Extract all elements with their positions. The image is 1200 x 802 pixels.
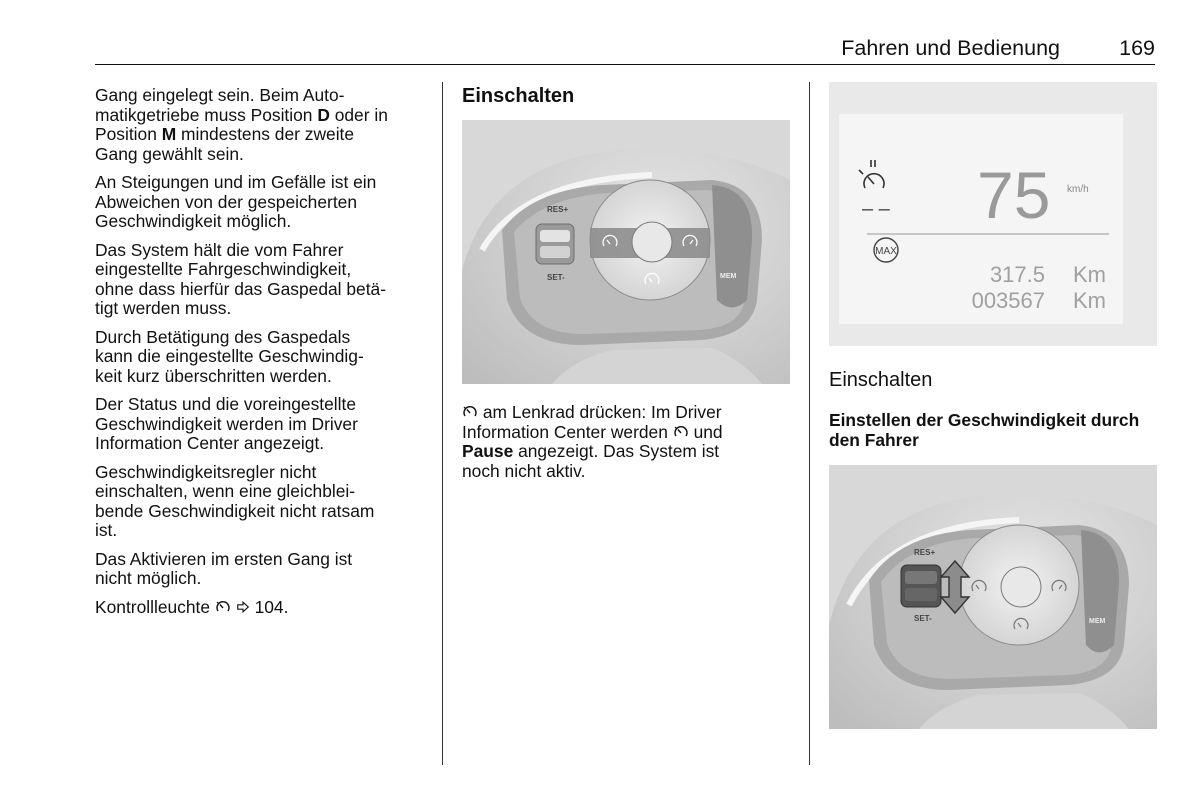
chapter-title: Fahren und Bedienung xyxy=(841,36,1060,60)
cruise-control-icon xyxy=(462,405,478,419)
column-divider-left xyxy=(442,82,443,765)
paragraph-system: Das System hält die vom Fahrer eingestellte Fahrgeschwindigkeit, ohne dass hierfür das Gaspedal betä- tigt werden muss. xyxy=(95,239,386,318)
speed-value: 75 xyxy=(977,158,1051,232)
steering-wheel-figure xyxy=(462,120,790,384)
left-column xyxy=(95,86,430,626)
svg-text:MAX: MAX xyxy=(875,246,897,257)
speed-unit: km/h xyxy=(1067,184,1089,195)
paragraph-slopes: An Steigungen und im Gefälle ist ein Abweichen von der gespeicherten Geschwindigkeit möglich. xyxy=(95,172,377,231)
page-number: 169 xyxy=(1119,36,1155,60)
mid-column-text: am Lenkrad drücken: Im Driver Information Center werden und Pause angezeigt. Das System ist noch nicht aktiv. xyxy=(462,402,723,481)
cruise-control-pause-icon xyxy=(859,160,884,188)
res-label: RES+ xyxy=(914,548,936,557)
set-speed-dashes: – – xyxy=(862,198,890,220)
cruise-control-icon xyxy=(673,425,689,439)
section-heading-einschalten-2: Einschalten xyxy=(829,369,933,391)
res-label: RES+ xyxy=(547,205,569,214)
set-label: SET- xyxy=(547,273,565,282)
paragraph-first-gear: Das Aktivieren im ersten Gang ist nicht möglich. xyxy=(95,548,353,588)
max-icon xyxy=(874,238,898,262)
driver-information-display xyxy=(829,82,1157,346)
section-heading-einschalten: Einschalten xyxy=(462,85,575,107)
mem-label: MEM xyxy=(720,273,737,280)
page-reference-arrow-icon xyxy=(236,600,250,614)
paragraph-gear: Gang eingelegt sein. Beim Auto- matikgetriebe muss Position D oder in Position M mindestens der zweite Gang gewählt sein. xyxy=(95,85,388,164)
page-header xyxy=(95,36,1155,65)
steering-wheel-setting-figure xyxy=(829,465,1157,729)
steering-wheel-illustration xyxy=(462,120,790,384)
paragraph-warning: Geschwindigkeitsregler nicht einschalten, wenn eine gleichblei- bende Geschwindigkeit nicht ratsam ist. xyxy=(95,461,375,540)
cruise-control-icon xyxy=(215,600,231,614)
odometer-value: 003567 xyxy=(971,288,1045,313)
set-label: SET- xyxy=(914,614,932,623)
subheading-speed-setting: Einstellen der Geschwindigkeit durch den Fahrer xyxy=(829,410,1140,450)
trip-value: 317.5 xyxy=(989,262,1045,287)
paragraph-accelerator: Durch Betätigung des Gaspedals kann die eingestellte Geschwindig- keit kurz überschritten werden. xyxy=(95,326,364,386)
mem-label: MEM xyxy=(1089,618,1106,625)
odometer-unit: Km xyxy=(1073,288,1106,313)
page-reference[interactable]: 104. xyxy=(254,596,289,617)
trip-unit: Km xyxy=(1073,262,1106,287)
paragraph-kontrollleuchte: Kontrollleuchte 104. xyxy=(95,596,289,617)
paragraph-status: Der Status und die voreingestellte Geschwindigkeit werden im Driver Information Center angezeigt. xyxy=(95,394,358,453)
column-divider-right xyxy=(809,82,810,765)
